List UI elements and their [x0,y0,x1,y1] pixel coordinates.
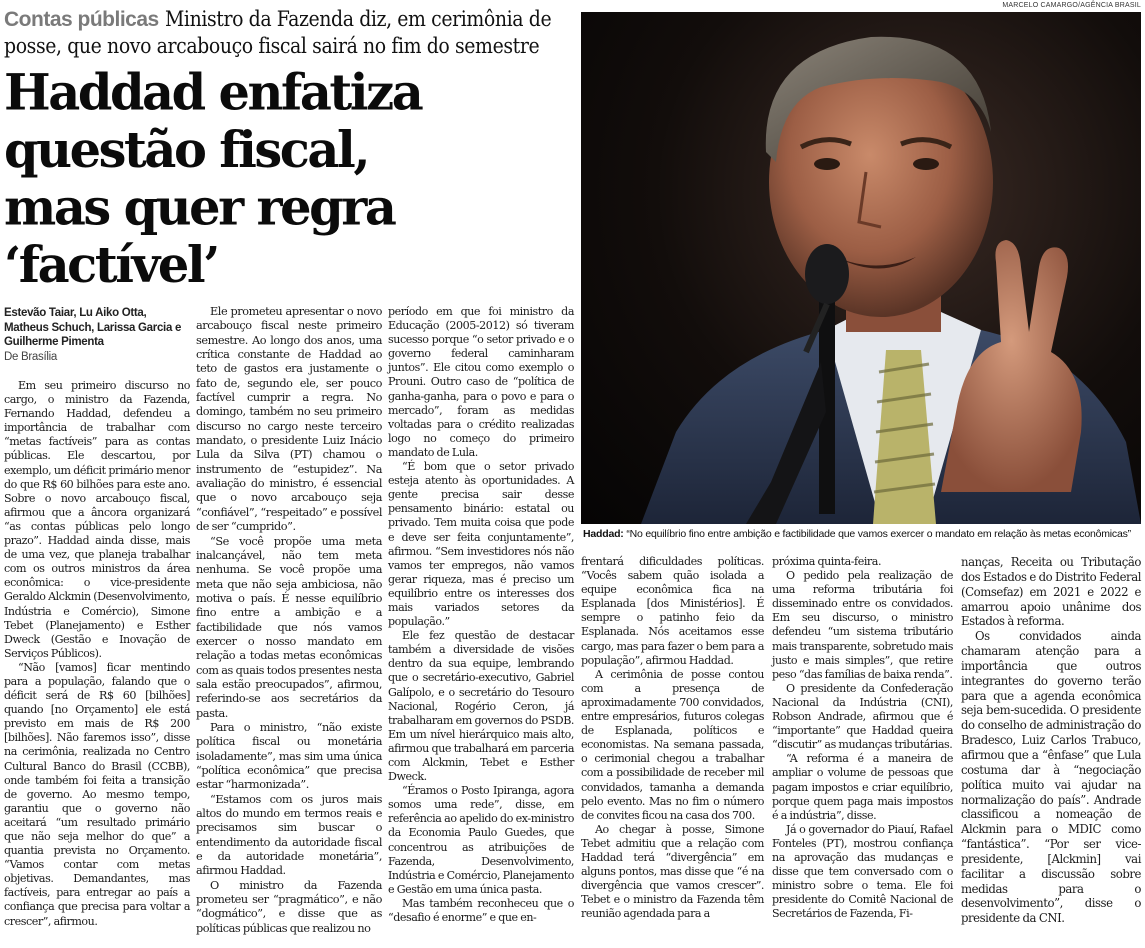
paragraph: Ele fez questão de destacar também a diversidade de visões dentro da sua equipe, lembrando que o secretário-executivo, Gabriel Galípolo, e o secretário do Tesouro Nacional, Rogério Ceron, já trabalharam em governos do PSDB. Em um nível hierárquico mais alto, afirmou que trabalhará em parceria com Alckmin, Tebet e Esther Dweck. [388,629,574,784]
paragraph: “É bom que o setor privado esteja atento às oportunidades. A gente precisa sair desse pensamento binário: estatal ou privado. Tem muita coisa que pode e deve ser feita conjuntamente”, afirmou. “Sem investidores nós não vamos ter empregos, não vamos gerar riqueza, mas é preciso um equilíbrio entre os interesses dos mais variados setores da população.” [388,460,574,629]
article-column-4 [581,555,764,921]
paragraph: O pedido pela realização de uma reforma tributária foi disseminado entre os convidados. Em seu discurso, o ministro defendeu “um sistema tributário mais transparente, sobretudo mais justo e mais simples”, que retire peso “das famílias de baixa renda”. [772,569,953,681]
paragraph: “Se você propõe uma meta inalcançável, não tem meta nenhuma. Se você propõe uma meta que não seja ambiciosa, não motiva o país. É nesse equilíbrio fino entre a ambição e a factibilidade que nós vamos exercer o nosso mandato em relação a todas metas econômicas com as quais todos presentes nesta sala estão preocupados”, afirmou, referindo-se aos secretários da pasta. [196,534,382,720]
byline-authors: Estevão Taiar, Lu Aiko Otta, Matheus Schuch, Larissa Garcia e Guilherme Pimenta [4,307,182,348]
headline: Haddad enfatiza questão fiscal, mas quer regra ‘factível’ [4,64,422,294]
paragraph: próxima quinta-feira. [772,555,882,568]
caption-name: Haddad: [583,528,624,540]
paragraph: Já o governador do Piauí, Rafael Fonteles (PT), mostrou confiança na aprovação das mudanças e disse que tem conversado com o ministro sobre o tema. Ele foi presidente do Comitê Nacional de Secretários de Fazenda, Fi- [772,822,953,921]
paragraph: nanças, Receita ou Tributação dos Estados e do Distrito Federal (Comsefaz) em 2021 e 2022 e amarrou apoio unânime dos Estados à reforma. [961,555,1141,629]
kicker [4,6,572,60]
paragraph: frentará dificuldades políticas. “Vocês sabem quão isolada a equipe econômica fica na Esplanada [dos Ministérios]. É sempre o patinho feio da Esplanada. Nós aceitamos esse cargo, mas para fazer o bem para a população”, afirmou Haddad. [581,555,764,667]
paragraph: Os convidados ainda chamaram atenção para a importância que outros integrantes do governo terão para que a agenda econômica seja bem-sucedida. O presidente do conselho de administração do Bradesco, Luiz Carlos Trabuco, afirmou que a “ênfase” que Lula costuma dar à “negociação política muito vai ajudar na normalização do país”. Andrade classificou a nomeação de Alckmin para o MDIC como “fantástica”. “Por ser vice-presidente, [Alckmin] vai facilitar a discussão sobre medidas para o desenvolvimento”, disse o presidente da CNI. [961,629,1141,926]
paragraph: Para o ministro, “não existe política fiscal ou monetária isoladamente”, mas sim uma única “política econômica” que precisa estar “harmonizada”. [196,720,382,792]
photo-haddad [581,12,1141,524]
paragraph: “Estamos com os juros mais altos do mundo em termos reais e precisamos sim buscar o entendimento da autoridade fiscal e da autoridade monetária”, afirmou Haddad. [196,792,382,878]
photo-credit: MARCELO CAMARGO/AGÊNCIA BRASIL [1002,2,1141,9]
paragraph: Em seu primeiro discurso no cargo, o ministro da Fazenda, Fernando Haddad, defendeu a importância de trabalhar com “metas factíveis” para as contas públicas. Ele descartou, por exemplo, um déficit primário menor do que R$ 60 bilhões para este ano. Sobre o novo arcabouço fiscal, afirmou que a âncora organizará “as contas públicas pelo longo prazo”. Haddad ainda disse, mais de uma vez, que planeja trabalhar com os outros ministros da área econômica: o vice-presidente Geraldo Alckmin (Desenvolvimento, Indústria e Comércio), Simone Tebet (Planejamento) e Esther Dweck (Gestão e Inovação de Serviços Públicos). [4,379,190,660]
paragraph: “Éramos o Posto Ipiranga, agora somos uma rede”, disse, em referência ao apelido do ex-ministro da Economia Paulo Guedes, que concentrou as atribuições de Fazenda, Desenvolvimento, Indústria e Comércio, Planejamento e Gestão em uma única pasta. [388,784,575,896]
paragraph: A cerimônia de posse contou com a presença de aproximadamente 700 convidados, entre empresários, futuros colegas de Esplanada, políticos e economistas. Na semana passada, o cerimonial chegou a trabalhar com a possibilidade de receber mil convidados, tamanha a demanda pelo evento. Mas no fim o número de convites ficou na casa dos 700. [581,667,764,822]
article-column-3 [388,305,574,925]
photo-caption [583,527,1141,541]
paragraph: Mas também reconheceu que o “desafio é enorme” e que en- [388,896,574,925]
byline-place: De Brasília [4,350,57,363]
paragraph: “A reforma é a maneira de ampliar o volume de pessoas que pagam impostos e criar equilíbrio, porque quem paga mais impostos é a indústria”, disse. [772,752,953,822]
article-column-6 [961,555,1141,926]
paragraph: O ministro da Fazenda prometeu ser “pragmático”, e não “dogmático”, e disse que as políticas públicas que realizou no [196,878,382,935]
article-column-5 [772,555,953,921]
article-column-1 [4,379,190,929]
section-label: Contas públicas [4,8,159,31]
paragraph: “Não [vamos] ficar mentindo para a população, falando que o déficit será de R$ 60 [bilhões] quando [no Orçamento] ele está previsto em mais de R$ 200 [bilhões]. Não faremos isso”, disse na cerimônia, realizada no Centro Cultural Banco do Brasil (CCBB), onde também foi feita a transição de governo. Ao mesmo tempo, garantiu que o governo não aceitará “um resultado primário que não seja melhor do que” a quantia prevista no Orçamento. “Vamos contar com metas objetivas. Demandantes, mas factíveis, para entregar ao país a confiança que precisa para voltar a crescer”, afirmou. [4,660,190,928]
paragraph: O presidente da Confederação Nacional da Indústria (CNI), Robson Andrade, afirmou que é “importante” que Haddad queira “discutir” as mudanças tributárias. [772,681,953,752]
kicker-text: Ministro da Fazenda diz, em cerimônia de posse, que novo arcabouço fiscal sairá no fim do semestre [4,7,552,58]
paragraph: Ele prometeu apresentar o novo arcabouço fiscal neste primeiro semestre. Ao longo dos anos, uma crítica constante de Haddad ao teto de gastos era justamente o fato de, segundo ele, ser pouco factível cumprir a regra. No domingo, também no seu primeiro discurso no cargo neste terceiro mandato, o presidente Luiz Inácio Lula da Silva (PT) chamou o instrumento de “estupidez”. Na avaliação do ministro, é essencial que o novo arcabouço seja “confiável”, “respeitado” e possível de ser “cumprido”. [196,305,382,534]
paragraph: período em que foi ministro da Educação (2005-2012) só tiveram sucesso porque “o setor privado e o governo federal caminharam juntos”. Ele citou como exemplo o Prouni. Outro caso de “política de ganha-ganha, para o povo e para o mercado”, foram as medidas voltadas para o crédito realizadas logo no começo do primeiro mandato de Lula. [388,305,574,459]
article-column-2 [196,305,382,936]
caption-text: “No equilíbrio fino entre ambição e factibilidade que vamos exercer o mandato em relação às metas econômicas” [626,528,1131,540]
byline [4,306,189,364]
paragraph: Ao chegar à posse, Simone Tebet admitiu que a relação com Haddad terá “divergência” em alguns pontos, mas disse que “é na divergência que vamos crescer”. Tebet e o ministro da Fazenda têm reunião agendada para a [581,822,764,921]
